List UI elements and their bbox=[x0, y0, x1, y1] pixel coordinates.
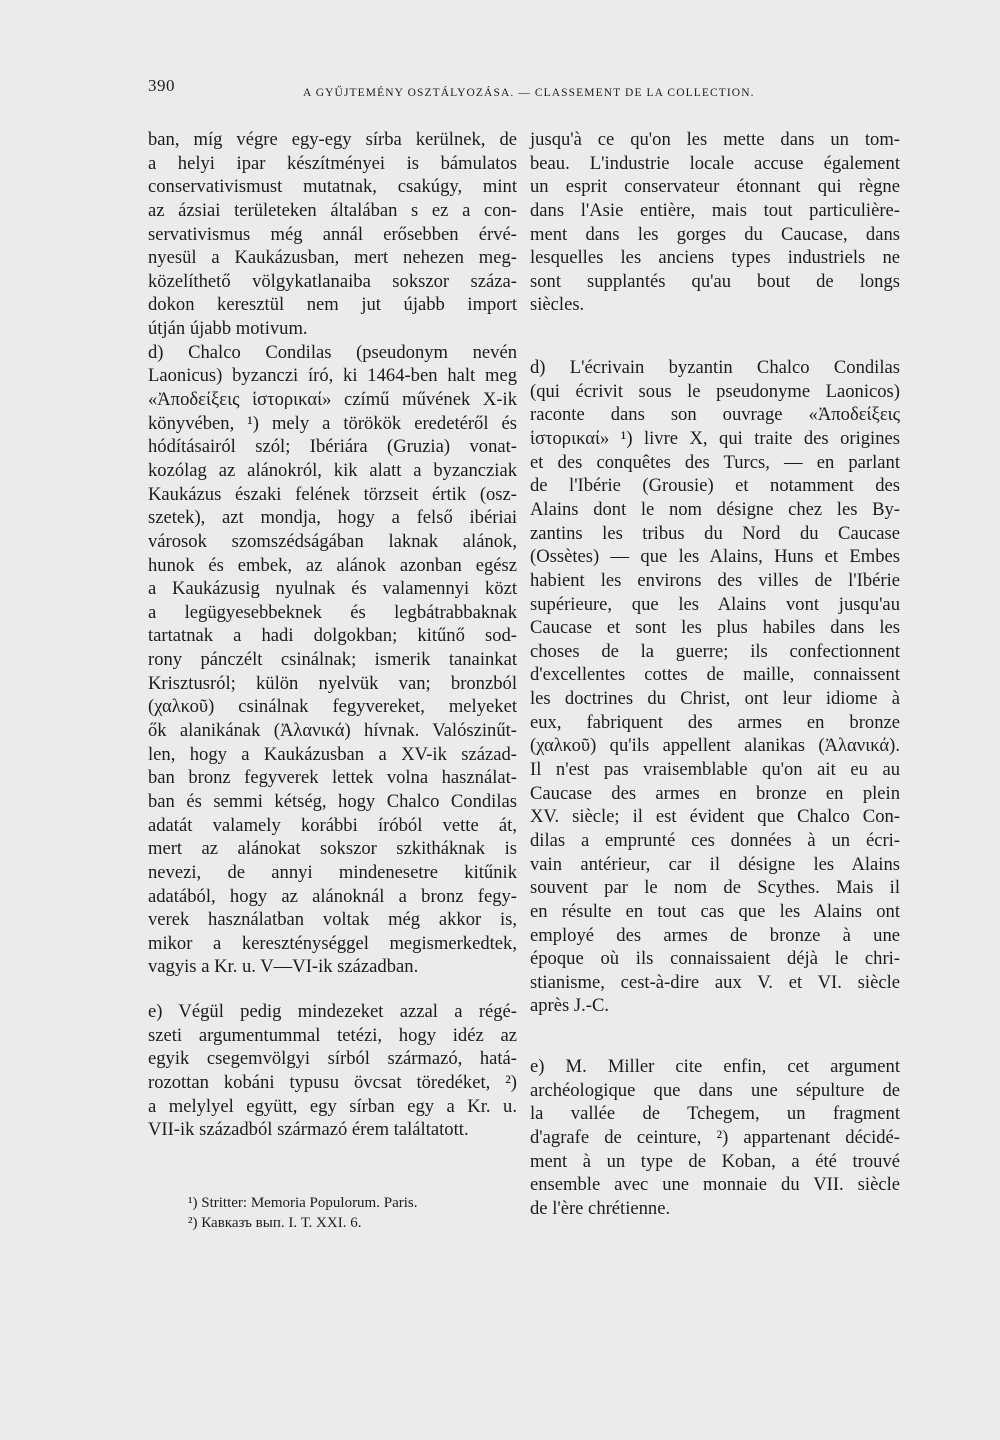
text-line: (qui écrivit sous le pseudonyme Laonicos) bbox=[530, 380, 900, 402]
text-line: a legügyesebbeknek és legbátrabbaknak bbox=[148, 601, 517, 623]
text-line: verek használatban voltak még akkor is, bbox=[148, 909, 517, 931]
text-line: a melylyel együtt, egy sírban egy a Kr. u. bbox=[148, 1095, 517, 1117]
text-line: dokon keresztül nem jut újabb import bbox=[148, 294, 517, 316]
text-line: adatát valamely korábbi íróból vette át, bbox=[148, 814, 517, 836]
text-line: d'excellentes cottes de maille, connaissent bbox=[530, 664, 900, 686]
text-line: Alains dont le nom désigne chez les By- bbox=[530, 498, 900, 520]
text-line: Krisztusról; külön nyelvük van; bronzból bbox=[148, 672, 517, 694]
french-paragraph-3 bbox=[530, 1055, 900, 1220]
text-line: lesquelles les anciens types industriels ne bbox=[530, 247, 900, 269]
text-line: XV. siècle; il est évident que Chalco Con- bbox=[530, 806, 900, 828]
hungarian-column bbox=[148, 128, 517, 1142]
text-line: ment dans les gorges du Caucase, dans bbox=[530, 223, 900, 245]
text-line: conservativismust mutatnak, csakúgy, mint bbox=[148, 176, 517, 198]
text-line: les doctrines du Christ, ont leur idiome à bbox=[530, 688, 900, 710]
text-line: de l'Ibérie (Grousie) et notamment des bbox=[530, 475, 900, 497]
footnotes bbox=[188, 1193, 417, 1233]
text-line: rozottan kobáni typusu övcsat töredéket, ²) bbox=[148, 1071, 517, 1093]
text-line: eux, fabriquent des armes en bronze bbox=[530, 711, 900, 733]
text-line: len, hogy a Kaukázusban a XV-ik század- bbox=[148, 743, 517, 765]
text-line: d'agrafe de ceinture, ²) appartenant décidé- bbox=[530, 1126, 900, 1148]
text-line: zantins les tribus du Nord du Caucase bbox=[530, 522, 900, 544]
footnote-2: ²) Кавказъ вып. I. Т. XXI. 6. bbox=[188, 1215, 362, 1231]
text-line: d) Chalco Condilas (pseudonym nevén bbox=[148, 341, 517, 363]
text-line: dans l'Asie entière, mais tout particulière- bbox=[530, 199, 900, 221]
text-line: nevezi, de annyi mindenesetre kitűnik bbox=[148, 861, 517, 883]
text-line: a helyi ipar készítményei is bámulatos bbox=[148, 152, 517, 174]
text-line: Il n'est pas vraisemblable qu'on ait eu au bbox=[530, 759, 900, 781]
text-line: útján újabb motivum. bbox=[148, 318, 308, 340]
text-line: choses de la guerre; ils confectionnent bbox=[530, 640, 900, 662]
text-line: vain antérieur, car il désigne les Alains bbox=[530, 853, 900, 875]
text-line: hunok és embek, az alánok azonban egész bbox=[148, 554, 517, 576]
hungarian-paragraph-3 bbox=[148, 1000, 517, 1142]
running-head: A GYŰJTEMÉNY OSZTÁLYOZÁSA. — CLASSEMENT DE LA COLLECTION. bbox=[303, 87, 755, 99]
page-number: 390 bbox=[148, 76, 175, 95]
text-line: habient les environs des villes de l'Ibérie bbox=[530, 569, 900, 591]
paragraph-gap bbox=[148, 979, 517, 1000]
text-line: «Ἀποδείξεις ἱστορικαί» czímű művének X-ik bbox=[148, 389, 517, 411]
text-line: egyik csegemvölgyi sírból származó, hatá- bbox=[148, 1048, 517, 1070]
text-line: mikor a kereszténységgel megismerkedtek, bbox=[148, 932, 517, 954]
text-line: az ázsiai területeken általában s ez a con- bbox=[148, 199, 517, 221]
text-line: en résulte en tout cas que les Alains ont bbox=[530, 900, 900, 922]
text-line: közelíthető völgykatlanaiba sokszor száza- bbox=[148, 270, 517, 292]
text-line: raconte dans son ouvrage «Ἀποδείξεις bbox=[530, 404, 900, 426]
text-line: servativismus még annál erősebben érvé- bbox=[148, 223, 517, 245]
text-line: Caucase et sont les plus habiles dans les bbox=[530, 617, 900, 639]
french-paragraph-2 bbox=[530, 356, 900, 1018]
footnote-1: ¹) Stritter: Memoria Populorum. Paris. bbox=[188, 1195, 418, 1211]
text-line: (Ossètes) — que les Alains, Huns et Embes bbox=[530, 546, 900, 568]
text-line: ők alanikának (Ἀλανικά) hívnak. Valószinűt- bbox=[148, 720, 517, 742]
text-line: ban bronz fegyverek lettek volna használat- bbox=[148, 767, 517, 789]
text-line: jusqu'à ce qu'on les mette dans un tom- bbox=[530, 129, 900, 150]
text-line: ban, míg végre egy-egy sírba kerülnek, de bbox=[148, 129, 517, 150]
french-column bbox=[530, 128, 900, 1221]
text-line: supérieure, que les Alains vont jusqu'au bbox=[530, 593, 900, 615]
text-line: a Kaukázusig nyulnak és valamennyi közt bbox=[148, 578, 517, 600]
text-line: könyvében, ¹) mely a törökök eredetéről és bbox=[148, 412, 517, 434]
text-line: beau. L'industrie locale accuse également bbox=[530, 152, 900, 174]
text-line: après J.-C. bbox=[530, 995, 610, 1017]
paragraph-gap bbox=[530, 1018, 900, 1055]
text-line: szetek), azt mondja, hogy a felső ibériai bbox=[148, 507, 517, 529]
text-line: la vallée de Tchegem, un fragment bbox=[530, 1103, 900, 1125]
text-line: VII-ik századból származó érem találtatott. bbox=[148, 1119, 469, 1141]
text-line: kozólag az alánokról, kik alatt a byzancziak bbox=[148, 459, 517, 481]
hungarian-paragraph-1 bbox=[148, 128, 517, 341]
hungarian-paragraph-2 bbox=[148, 341, 517, 979]
text-line: Caucase des armes en bronze en plein bbox=[530, 782, 900, 804]
text-line: adatából, hogy az alánoknál a bronz fegy- bbox=[148, 885, 517, 907]
text-line: d) L'écrivain byzantin Chalco Condilas bbox=[530, 357, 900, 379]
text-line: városok szomszédságában laknak alánok, bbox=[148, 530, 517, 552]
french-paragraph-1 bbox=[530, 128, 900, 317]
text-line: Kaukázus északi felének törzseit értik (osz- bbox=[148, 483, 517, 505]
text-line: siècles. bbox=[530, 294, 585, 316]
text-line: Laonicus) byzanczi író, ki 1464-ben halt meg bbox=[148, 365, 517, 387]
text-line: époque où ils connaissaient déjà le chri- bbox=[530, 948, 900, 970]
text-line: et des conquêtes des Turcs, — en parlant bbox=[530, 451, 900, 473]
text-line: e) Végül pedig mindezeket azzal a régé- bbox=[148, 1001, 517, 1023]
text-line: employé des armes de bronze à une bbox=[530, 924, 900, 946]
text-line: nyesül a Kaukázusban, mert nehezen meg- bbox=[148, 247, 517, 269]
paragraph-gap bbox=[530, 317, 900, 356]
text-line: vagyis a Kr. u. V—VI-ik században. bbox=[148, 956, 419, 978]
text-line: de l'ère chrétienne. bbox=[530, 1197, 671, 1219]
text-line: e) M. Miller cite enfin, cet argument bbox=[530, 1056, 900, 1078]
text-line: tartatnak a hadi dolgokban; kitűnő sod- bbox=[148, 625, 517, 647]
text-line: ment à un type de Koban, a été trouvé bbox=[530, 1150, 900, 1172]
text-line: rony pánczélt csinálnak; ismerik tanainkat bbox=[148, 649, 517, 671]
text-line: souvent par le nom de Scythes. Mais il bbox=[530, 877, 900, 899]
text-line: mert az alánokat sokszor szkitháknak is bbox=[148, 838, 517, 860]
text-line: ensemble avec une monnaie du VII. siècle bbox=[530, 1174, 900, 1196]
text-line: szeti argumentummal tetézi, hogy idéz az bbox=[148, 1024, 517, 1046]
text-line: hódításairól szól; Ibériára (Gruzia) vonat- bbox=[148, 436, 517, 458]
text-line: (χαλκοῦ) csinálnak fegyvereket, melyeket bbox=[148, 696, 517, 718]
text-line: stianisme, cest-à-dire aux V. et VI. siècle bbox=[530, 971, 900, 993]
text-line: sont supplantés qu'au bout de longs bbox=[530, 270, 900, 292]
text-line: dilas a emprunté ces données à un écri- bbox=[530, 829, 900, 851]
text-line: (χαλκοῦ) qu'ils appellent alanikas (Ἀλανικά). bbox=[530, 735, 900, 757]
text-line: ἱστορικαί» ¹) livre X, qui traite des origines bbox=[530, 428, 900, 450]
text-line: archéologique que dans une sépulture de bbox=[530, 1079, 900, 1101]
text-line: un esprit conservateur étonnant qui règne bbox=[530, 176, 900, 198]
text-line: ban és semmi kétség, hogy Chalco Condilas bbox=[148, 790, 517, 812]
